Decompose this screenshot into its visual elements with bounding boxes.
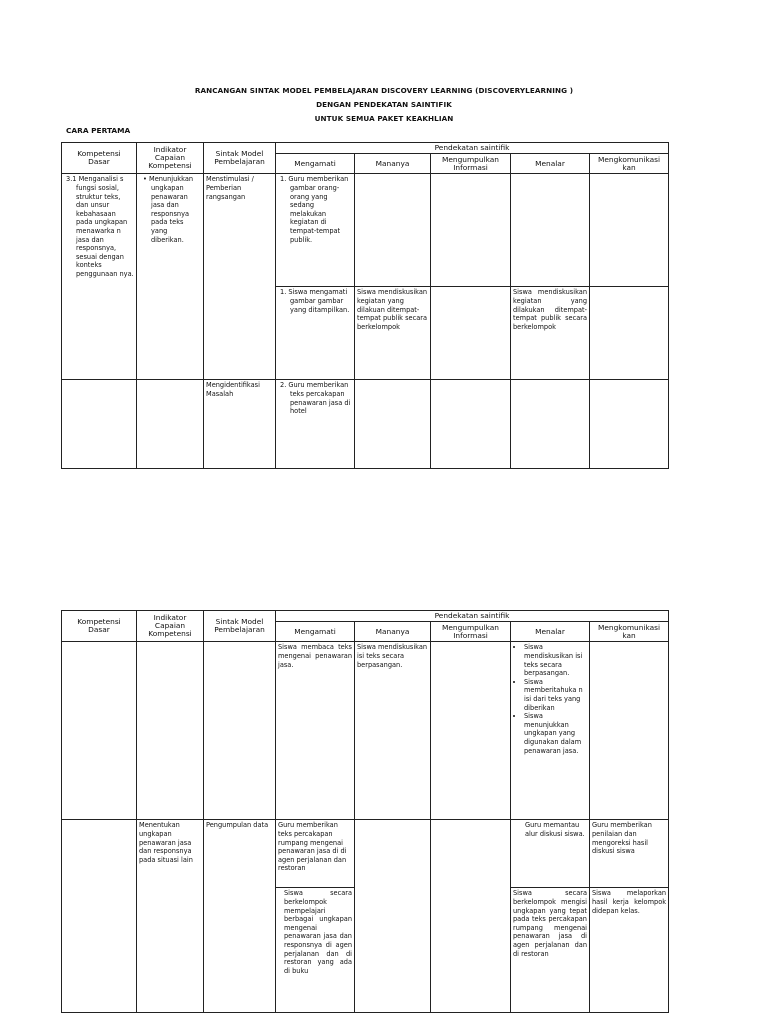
sintak-table-1 xyxy=(61,142,669,469)
mengkomunikasikan-cell: Siswa melaporkan hasil kerja kelompok didepan kelas. xyxy=(590,888,669,1013)
menalar-cell: Siswa mendiskusikan kegiatan yang dilakukan ditempat-tempat publik secara berkelompok xyxy=(511,287,590,380)
sintak-cell: Mengidentifikasi Masalah xyxy=(204,380,276,469)
mengumpulkan-cell xyxy=(431,820,511,1013)
document-title-line-3: UNTUK SEMUA PAKET KEAKHLIAN xyxy=(314,114,454,123)
kd-cell xyxy=(62,820,137,1013)
menalar-cell xyxy=(511,174,590,287)
menalar-cell: Guru memantau alur diskusi siswa. xyxy=(511,820,590,888)
indikator-cell: Menentukan ungkapan penawaran jasa dan responsnya pada situasi lain xyxy=(137,820,204,1013)
sintak-cell: Pengumpulan data xyxy=(204,820,276,1013)
sintak-cell xyxy=(204,642,276,820)
header-sintak: Sintak Model Pembelajaran xyxy=(204,611,276,642)
indikator-cell xyxy=(137,642,204,820)
mengamati-item: 1. Siswa mengamati gambar gambar yang ditampilkan. xyxy=(280,288,350,314)
kd-text: 3.1 Menganalisi s fungsi sosial, struktur teks, dan unsur kebahasaan pada ungkapan menawarka n jasa dan responsnya, sesuai dengan konteks penggunaan nya. xyxy=(66,175,134,278)
mengamati-cell xyxy=(276,174,355,287)
header-indikator: Indikator Capaian Kompetensi xyxy=(137,143,204,174)
header-pendekatan-saintifik: Pendekatan saintifik xyxy=(276,143,669,154)
sintak-cell: Menstimulasi / Pemberian rangsangan xyxy=(204,174,276,380)
menalar-list xyxy=(513,643,587,755)
indikator-cell xyxy=(137,380,204,469)
mengamati-item: 1. Guru memberikan gambar orang-orang yang sedang melakukan kegiatan di tempat-tempat publik. xyxy=(280,175,349,244)
menalar-cell xyxy=(511,642,590,820)
menanya-cell xyxy=(355,174,431,287)
mengumpulkan-cell xyxy=(431,642,511,820)
header-sintak: Sintak Model Pembelajaran xyxy=(204,143,276,174)
header-menalar: Menalar xyxy=(511,154,590,174)
mengkomunikasikan-cell xyxy=(590,287,669,380)
mengamati-cell: Guru memberikan teks percakapan rumpang mengenai penawaran jasa di di agen perjalanan dan restoran xyxy=(276,820,355,888)
mengumpulkan-cell xyxy=(431,287,511,380)
header-indikator: Indikator Capaian Kompetensi xyxy=(137,611,204,642)
list-item: • Siswa menunjukkan ungkapan yang digunakan dalam penawaran jasa. xyxy=(524,712,587,755)
header-kompetensi-dasar: Kompetensi Dasar xyxy=(62,143,137,174)
header-mengkomunikasikan: Mengkomunikasi kan xyxy=(590,622,669,642)
indikator-item: • Menunjukkan ungkapan penawaran jasa dan responsnya pada teks yang diberikan. xyxy=(143,175,194,244)
header-mengamati: Mengamati xyxy=(276,154,355,174)
mengamati-cell xyxy=(276,380,355,469)
header-pendekatan-saintifik: Pendekatan saintifik xyxy=(276,611,669,622)
header-menanya: Mananya xyxy=(355,154,431,174)
mengamati-cell xyxy=(276,287,355,380)
mengamati-item: 2. Guru memberikan teks percakapan penawaran jasa di hotel xyxy=(280,381,351,416)
menanya-cell xyxy=(355,380,431,469)
indikator-cell xyxy=(137,174,204,380)
bullet-icon: • xyxy=(143,175,147,184)
header-menanya: Mananya xyxy=(355,622,431,642)
kd-cell xyxy=(62,380,137,469)
menanya-cell: Siswa mendiskusikan isi teks secara berpasangan. xyxy=(355,642,431,820)
header-mengumpulkan-informasi: Mengumpulkan Informasi xyxy=(431,154,511,174)
menalar-cell: Siswa secara berkelompok mengisi ungkapan yang tepat pada teks percakapan rumpang mengenai penawaran jasa di agen perjalanan dan di restoran xyxy=(511,888,590,1013)
menanya-cell xyxy=(355,820,431,1013)
kd-cell xyxy=(62,642,137,820)
list-item: • Siswa memberitahuka n isi dari teks yang diberikan xyxy=(524,678,587,712)
header-mengumpulkan-informasi: Mengumpulkan Informasi xyxy=(431,622,511,642)
mengkomunikasikan-cell xyxy=(590,380,669,469)
document-title-line-2: DENGAN PENDEKATAN SAINTIFIK xyxy=(316,100,452,109)
mengkomunikasikan-cell xyxy=(590,174,669,287)
mengumpulkan-cell xyxy=(431,174,511,287)
header-kompetensi-dasar: Kompetensi Dasar xyxy=(62,611,137,642)
mengamati-cell: Siswa membaca teks mengenai penawaran jasa. xyxy=(276,642,355,820)
mengumpulkan-cell xyxy=(431,380,511,469)
section-subtitle: CARA PERTAMA xyxy=(66,126,131,135)
mengkomunikasikan-cell: Guru memberikan penilaian dan mengoreksi hasil diskusi siswa xyxy=(590,820,669,888)
header-mengkomunikasikan: Mengkomunikasi kan xyxy=(590,154,669,174)
mengamati-cell: Siswa secara berkelompok mempelajari berbagai ungkapan mengenai penawaran jasa dan responsnya di agen perjalanan dan di restoran yang ada di buku xyxy=(276,888,355,1013)
list-item: • Siswa mendiskusikan isi teks secara berpasangan. xyxy=(524,643,587,677)
menalar-cell xyxy=(511,380,590,469)
menanya-cell: Siswa mendiskusikan kegiatan yang dilakuan ditempat-tempat publik secara berkelompok xyxy=(355,287,431,380)
kd-cell xyxy=(62,174,137,380)
document-title-line-1: RANCANGAN SINTAK MODEL PEMBELAJARAN DISCOVERY LEARNING (DISCOVERYLEARNING ) xyxy=(194,86,574,95)
sintak-table-2 xyxy=(61,610,669,1013)
mengkomunikasikan-cell xyxy=(590,642,669,820)
header-menalar: Menalar xyxy=(511,622,590,642)
header-mengamati: Mengamati xyxy=(276,622,355,642)
